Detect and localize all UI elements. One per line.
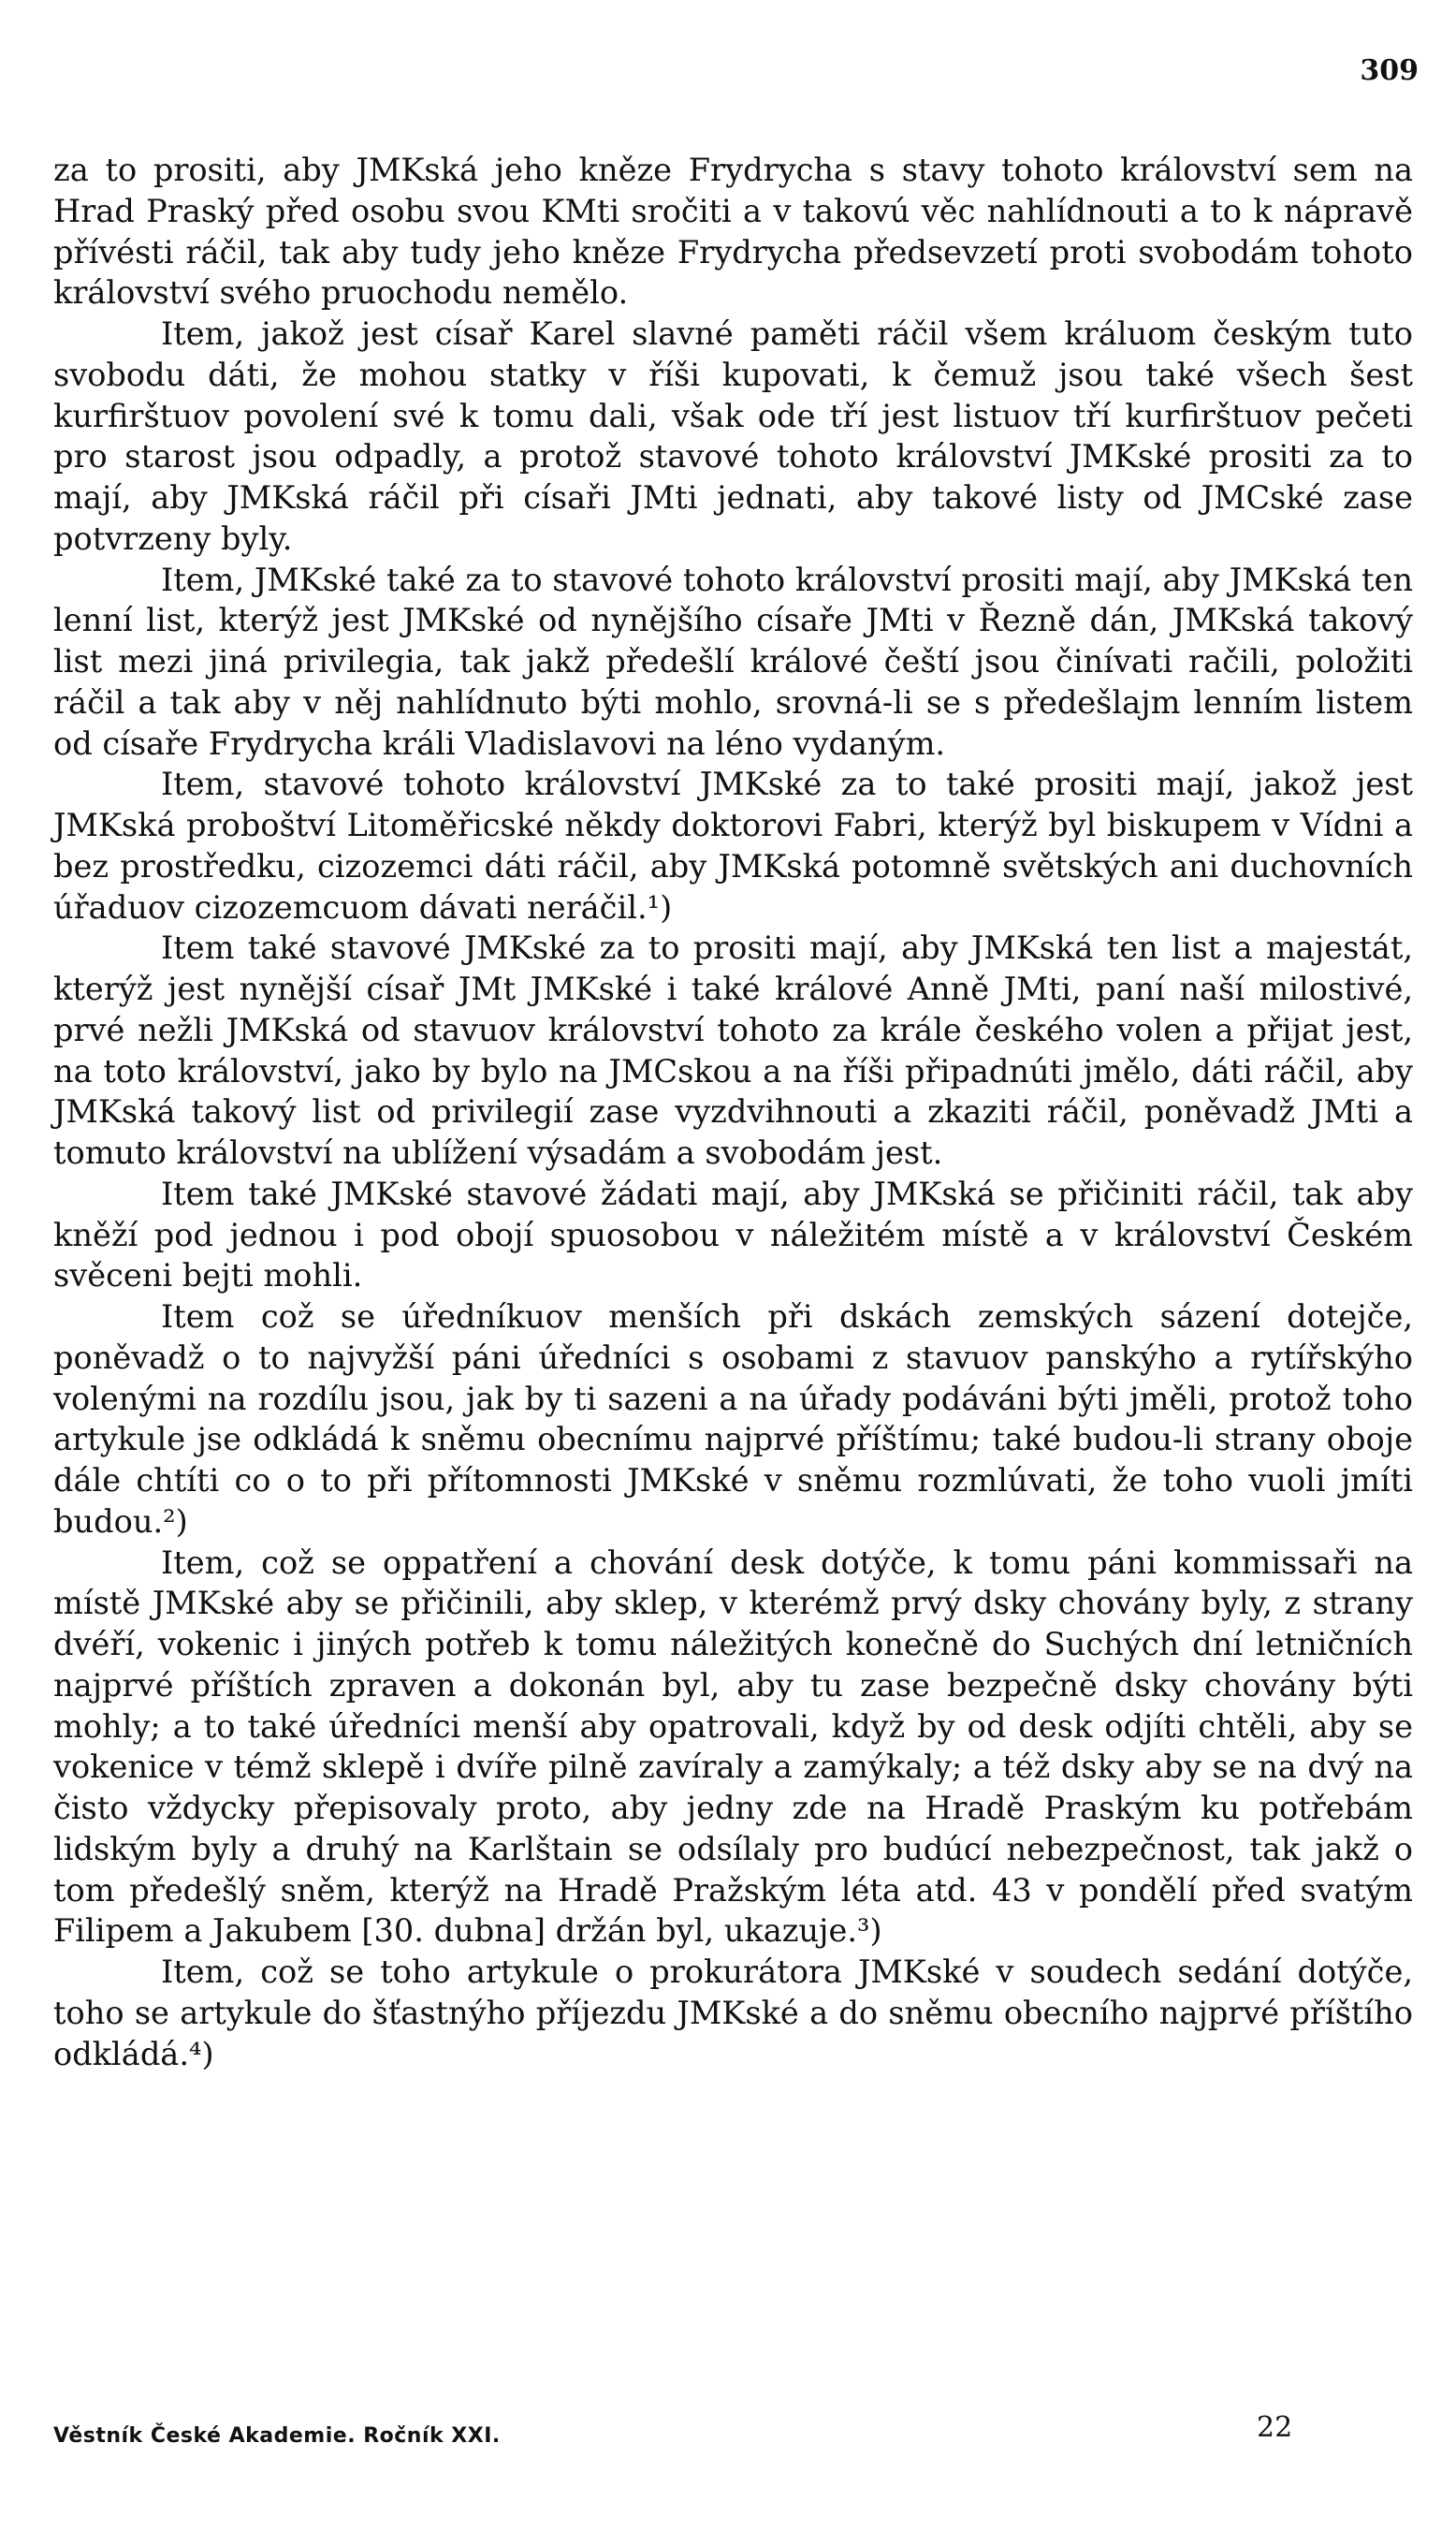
paragraph: Item také JMKské stavové žádati mají, aby JMKská se přičiniti ráčil, tak aby kněží pod jednou i pod obojí spuosobou v náležitém místě a v království Českém svěceni bejti mohli. <box>53 1175 1413 1295</box>
paragraph: Item, což se toho artykule o prokurátora JMKské v soudech sedání dotýče, toho se artykule do šťastnýho příjezdu JMKské a do sněmu obecního najprvé příštího odkládá.⁴) <box>53 1953 1413 2072</box>
page-number: 309 <box>1360 54 1419 87</box>
paragraph: Item což se úředníkuov menších při dskách zemských sázení dotejče, poněvadž o to najvyžší páni úředníci s osobami z stavuov panskýho a rytířskýho volenými na rozdílu jsou, jak by ti sazeni a na úřady podáváni býti jměli, protož toho artykule jse odkládá k sněmu obecnímu najprvé příštímu; také budou-li strany oboje dále chtíti co o to při přítomnosti JMKské v sněmu rozmlúvati, že toho vuoli jmíti budou.²) <box>53 1298 1413 1540</box>
paragraph: Item, což se oppatření a chování desk dotýče, k tomu páni kommissaři na místě JMKské aby se přičinili, aby sklep, v kterémž prvý dsky chovány byly, z strany dvéří, vokenic i jiných potřeb k tomu náležitých konečně do Suchých dní letničních najprvé příštích zpraven a dokonán byl, aby tu zase bezpečně dsky chovány býti mohly; a to také úředníci menší aby opatrovali, když by od desk odjíti chtěli, aby se vokenice v témž sklepě i dvíře pilně zavíraly a zamýkaly; a též dsky aby se na dvý na čisto vždycky přepisovaly proto, aby jedny zde na Hradě Praským ku potřebám lidským byly a druhý na Karlštain se odsílaly pro budúcí nebezpečnost, tak jakž o tom předešlý sněm, kterýž na Hradě Pražským léta atd. 43 v pondělí před svatým Filipem a Jakubem [30. dubna] držán byl, ukazuje.³) <box>53 1543 1413 1950</box>
paragraph: Item, stavové tohoto království JMKské za to také prositi mají, jakož jest JMKská proboštví Litoměřicské někdy doktorovi Fabri, kterýž byl biskupem v Vídni a bez prostředku, cizozemci dáti ráčil, aby JMKská potomně světských ani duchovních úřaduov cizozemcuom dávati neráčil.¹) <box>53 766 1413 926</box>
footer-sheet-number: 22 <box>1257 2411 1293 2444</box>
footer-journal-title: Věstník České Akademie. Ročník XXI. <box>53 2424 501 2448</box>
body-text <box>53 150 1413 2074</box>
paragraph: Item, JMKské také za to stavové tohoto království prositi mají, aby JMKská ten lenní list, kterýž jest JMKské od nynějšího císaře JMti v Řezně dán, JMKská takový list mezi jiná privilegia, tak jakž předešlí králové čeští jsou činívati račili, položiti ráčil a tak aby v něj nahlídnuto býti mohlo, srovná-li se s předešlajm lenním listem od císaře Frydrycha králi Vladislavovi na léno vydaným. <box>53 561 1413 762</box>
paragraph: Item, jakož jest císař Karel slavné paměti ráčil všem králuom českým tuto svobodu dáti, že mohou statky v říši kupovati, k čemuž jsou také všech šest kurfirštuov povolení své k tomu dali, však ode tří jest listuov tří kurfirštuov pečeti pro starost jsou odpadly, a protož stavové tohoto království JMKské prositi za to mají, aby JMKská ráčil při císaři JMti jednati, aby takové listy od JMCské zase potvrzeny byly. <box>53 315 1413 557</box>
paragraph: Item také stavové JMKské za to prositi mají, aby JMKská ten list a majestát, kterýž jest nynější císař JMt JMKské i také králové Anně JMti, paní naší milostivé, prvé nežli JMKská od stavuov království tohoto za krále českého volen a přijat jest, na toto království, jako by bylo na JMCskou a na říši připadnúti jmělo, dáti ráčil, aby JMKská takový list od privilegií zase vyzdvihnouti a zkaziti ráčil, poněvadž JMti a tomuto království na ublížení výsadám a svobodám jest. <box>53 929 1413 1171</box>
paragraph: za to prositi, aby JMKská jeho kněze Frydrycha s stavy tohoto království sem na Hrad Praský před osobu svou KMti sročiti a v takovú věc nahlídnouti a to k nápravě přívésti ráčil, tak aby tudy jeho kněze Frydrycha předsevzetí proti svobodám tohoto království svého pruochodu nemělo. <box>53 152 1413 312</box>
